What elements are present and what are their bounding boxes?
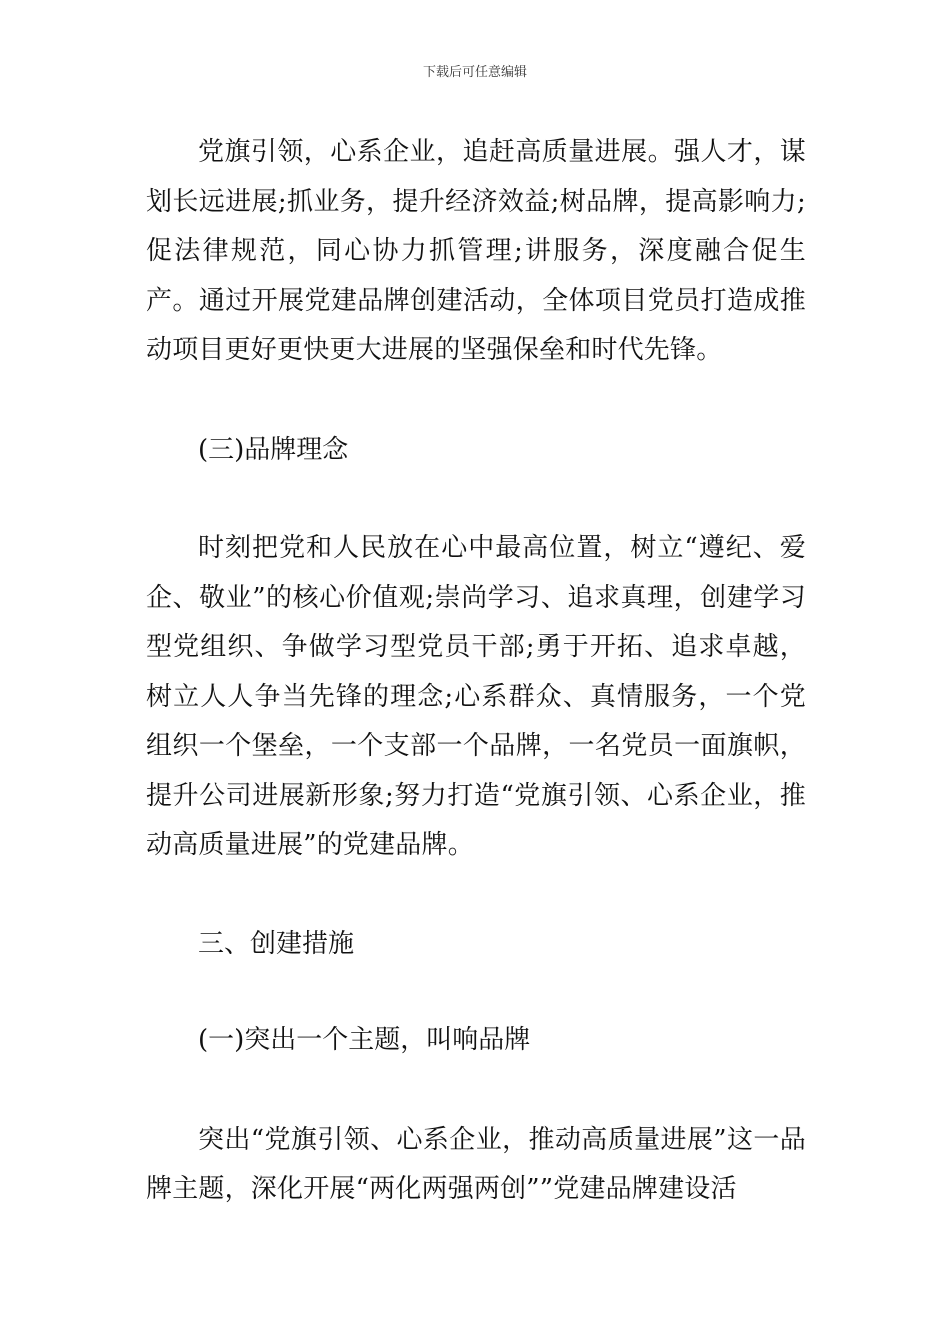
section-heading-theme: (一)突出一个主题，叫响品牌 <box>198 1025 531 1055</box>
document-body <box>146 128 806 1215</box>
section-heading-measures: 三、创建措施 <box>198 928 355 959</box>
paragraph-theme: 突出“党旗引领、心系企业，推动高质量进展”这一品牌主题，深化开展“两化两强两创””党建品牌建设活 <box>146 1124 806 1204</box>
paragraph-brand-goal: 党旗引领，心系企业，追赶高质量进展。强人才，谋划长远进展;抓业务，提升经济效益;树品牌，提高影响力;促法律规范，同心协力抓管理;讲服务，深度融合促生产。通过开展党建品牌创建活动，全体项目党员打造成推动项目更好更快更大进展的坚强保垒和时代先锋。 <box>146 137 806 365</box>
section-heading-brand-concept: (三)品牌理念 <box>198 434 349 465</box>
paragraph-brand-concept: 时刻把党和人民放在心中最高位置，树立“遵纪、爱企、敬业”的核心价值观;崇尚学习、追求真理，创建学习型党组织、争做学习型党员干部;勇于开拓、追求卓越，树立人人争当先锋的理念;心系群众、真情服务，一个党组织一个堡垒，一个支部一个品牌，一名党员一面旗帜，提升公司进展新形象;努力打造“党旗引领、心系企业，推动高质量进展”的党建品牌。 <box>146 533 806 860</box>
page-header-note: 下载后可任意编辑 <box>422 65 527 80</box>
